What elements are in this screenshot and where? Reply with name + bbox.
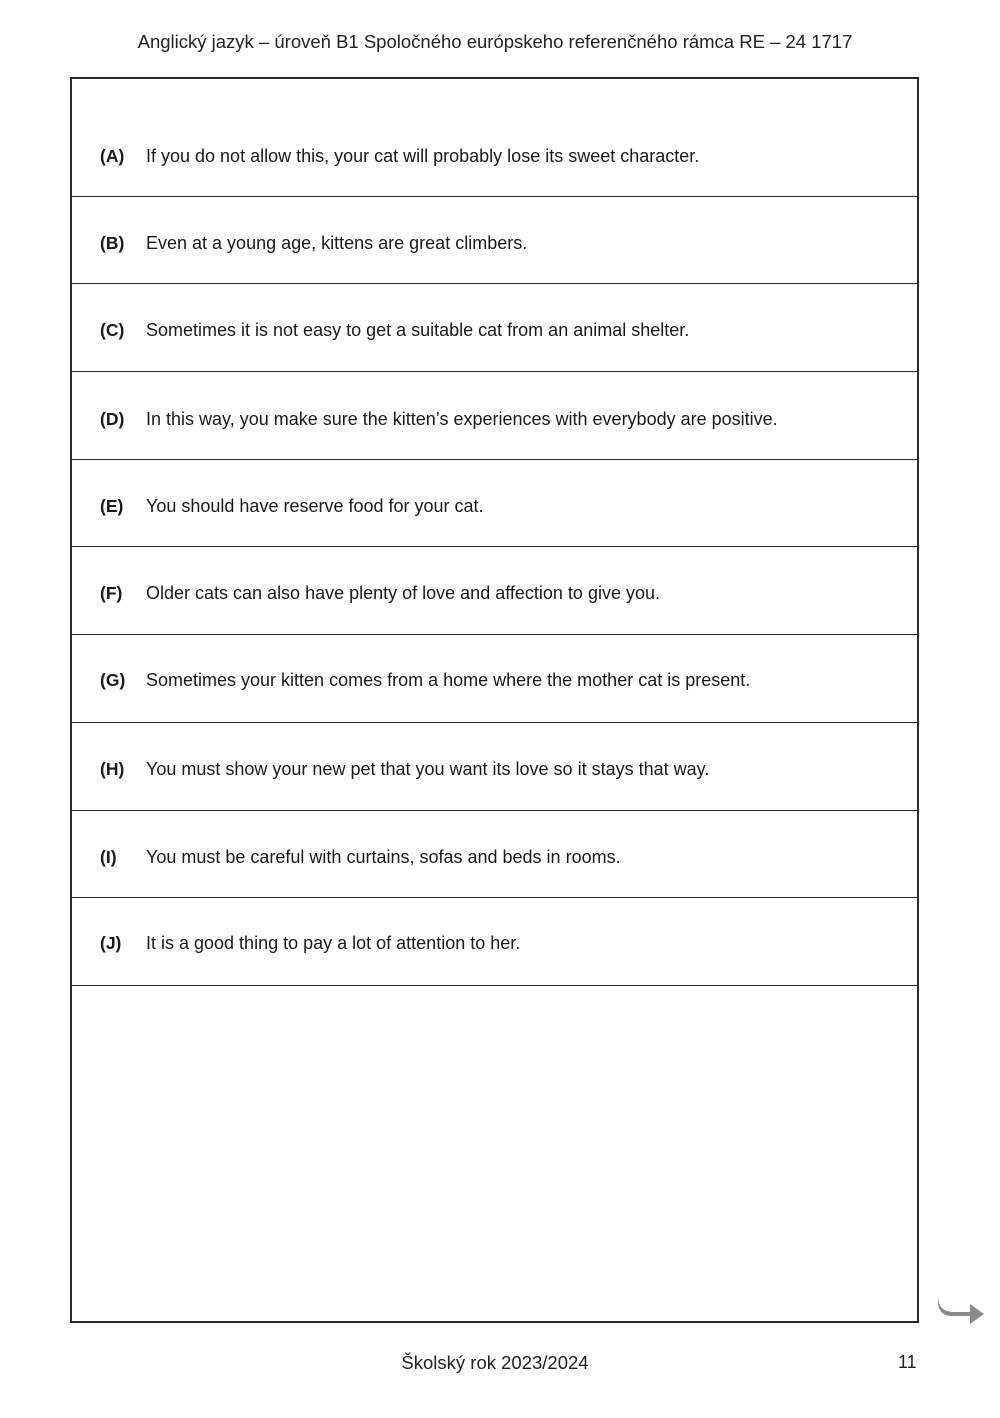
option-row-b bbox=[72, 197, 917, 284]
page-header: Anglický jazyk – úroveň B1 Spoločného európskeho referenčného rámca RE – 24 1717 bbox=[137, 31, 853, 52]
option-letter: (G) bbox=[100, 670, 126, 690]
option-letter: (J) bbox=[100, 933, 122, 953]
option-text: You should have reserve food for your cat. bbox=[146, 496, 484, 516]
option-row-e bbox=[72, 460, 917, 547]
option-row-a bbox=[72, 79, 917, 197]
school-year: Školský rok 2023/2024 bbox=[401, 1352, 589, 1373]
option-text: In this way, you make sure the kitten’s experiences with everybody are positive. bbox=[146, 409, 778, 429]
option-row-g bbox=[72, 635, 917, 723]
option-letter: (H) bbox=[100, 759, 125, 779]
option-row-c bbox=[72, 284, 917, 372]
option-row-f bbox=[72, 547, 917, 635]
option-letter: (B) bbox=[100, 233, 125, 253]
option-letter: (E) bbox=[100, 496, 124, 516]
option-row-d bbox=[72, 372, 917, 460]
option-letter: (C) bbox=[100, 320, 125, 340]
option-letter: (F) bbox=[100, 583, 123, 603]
option-text: Older cats can also have plenty of love and affection to give you. bbox=[146, 583, 660, 603]
option-letter: (I) bbox=[100, 847, 117, 867]
page-number: 11 bbox=[898, 1352, 917, 1372]
options-table bbox=[70, 77, 919, 1323]
arrow-right-icon bbox=[934, 1288, 986, 1328]
option-row-j bbox=[72, 898, 917, 986]
option-text: Sometimes your kitten comes from a home where the mother cat is present. bbox=[146, 670, 751, 690]
option-text: Sometimes it is not easy to get a suitable cat from an animal shelter. bbox=[146, 320, 690, 340]
option-text: It is a good thing to pay a lot of attention to her. bbox=[146, 933, 521, 953]
option-row-i bbox=[72, 811, 917, 898]
option-text: You must show your new pet that you want its love so it stays that way. bbox=[146, 759, 710, 779]
option-letter: (A) bbox=[100, 146, 125, 166]
option-letter: (D) bbox=[100, 409, 125, 429]
empty-answer-area bbox=[72, 986, 917, 1321]
option-text: You must be careful with curtains, sofas and beds in rooms. bbox=[146, 847, 621, 867]
option-text: Even at a young age, kittens are great climbers. bbox=[146, 233, 528, 253]
option-text: If you do not allow this, your cat will probably lose its sweet character. bbox=[146, 146, 700, 166]
option-row-h bbox=[72, 723, 917, 811]
